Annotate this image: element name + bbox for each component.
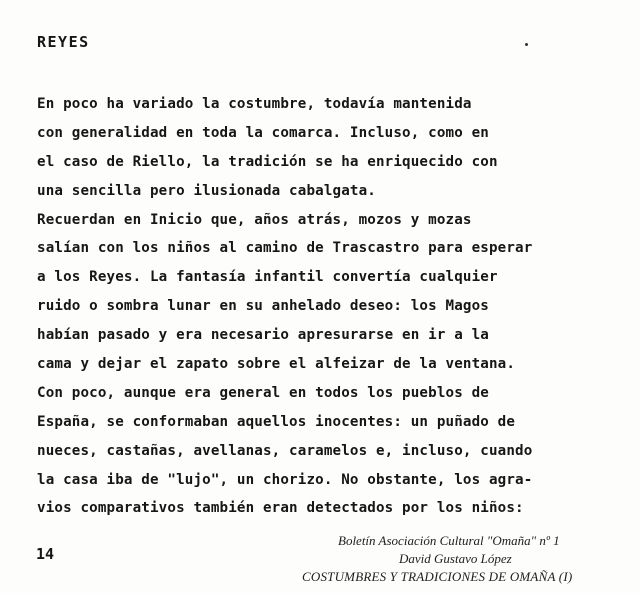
caption-series-title: COSTUMBRES Y TRADICIONES DE OMAÑA (I) (302, 569, 573, 584)
text-line: En poco ha variado la costumbre, todavía mantenida (37, 96, 472, 112)
text-line: nueces, castañas, avellanas, caramelos e, incluso, cuando (37, 442, 533, 459)
text-line: con generalidad en toda la comarca. Incluso, como en (37, 124, 489, 141)
paper-speck (525, 43, 528, 46)
text-line: a los Reyes. La fantasía infantil convertía cualquier (37, 269, 498, 286)
text-line: vios comparativos también eran detectados por los niños: (37, 500, 524, 517)
text-line: cama y dejar el zapato sobre el alfeizar de la ventana. (37, 356, 516, 373)
text-line: ruido o sombra lunar en su anhelado deseo: los Magos (37, 298, 489, 315)
text-line: habían pasado y era necesario apresurarse en ir a la (37, 327, 489, 344)
text-line: Recuerdan en Inicio que, años atrás, mozos y mozas (37, 211, 472, 228)
section-heading: REYES (37, 33, 90, 51)
caption-bulletin: Boletín Asociación Cultural "Omaña" nº 1 (338, 533, 560, 548)
text-line: España, se conformaban aquellos inocentes: un puñado de (37, 413, 516, 430)
body-text (37, 90, 612, 523)
page-number: 14 (36, 545, 55, 563)
caption-author: David Gustavo López (399, 551, 512, 566)
text-line: Con poco, aunque era general en todos los pueblos de (37, 384, 489, 401)
text-line: una sencilla pero ilusionada cabalgata. (37, 182, 376, 199)
text-line: la casa iba de "lujo", un chorizo. No obstante, los agra- (37, 471, 533, 488)
text-line: salían con los niños al camino de Trascastro para esperar (37, 240, 533, 257)
text-line: el caso de Riello, la tradición se ha enriquecido con (37, 153, 498, 170)
